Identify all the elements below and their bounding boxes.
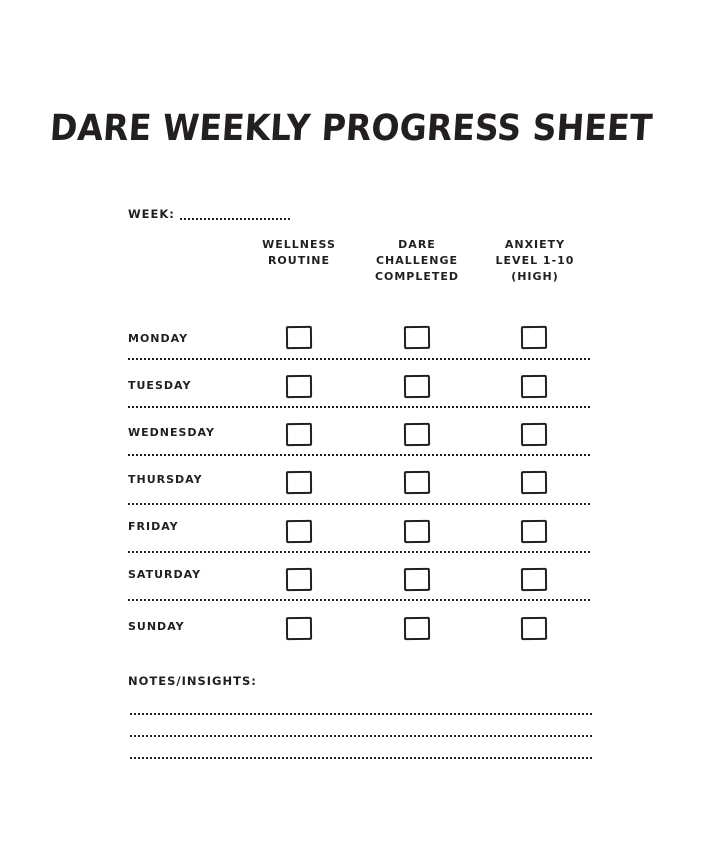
anxiety-checkbox[interactable] [521, 568, 547, 591]
day-label: WEDNESDAY [128, 426, 215, 439]
column-header-line: LEVEL 1-10 [495, 254, 575, 267]
row-divider [128, 503, 590, 505]
day-label: THURSDAY [128, 473, 203, 486]
row-divider [128, 599, 590, 601]
column-header-line: (HIGH) [511, 270, 559, 283]
notes-line[interactable] [130, 713, 592, 715]
wellness-checkbox[interactable] [286, 471, 312, 494]
week-field[interactable] [180, 218, 290, 220]
column-header-dare [362, 237, 472, 285]
column-header-line: CHALLENGE [375, 254, 459, 267]
column-header-line: ROUTINE [267, 254, 331, 267]
dare-checkbox[interactable] [404, 375, 430, 398]
dare-checkbox[interactable] [404, 568, 430, 591]
wellness-checkbox[interactable] [286, 423, 312, 446]
column-header-anxiety [480, 237, 590, 285]
column-header-line: WELLNESS [262, 238, 336, 251]
dare-checkbox[interactable] [404, 617, 430, 640]
day-label: SATURDAY [128, 568, 202, 581]
dare-checkbox[interactable] [404, 423, 430, 446]
column-header-wellness [244, 237, 354, 269]
anxiety-checkbox[interactable] [521, 375, 547, 398]
row-divider [128, 551, 590, 553]
notes-label: NOTES/INSIGHTS: [128, 674, 257, 688]
day-label: MONDAY [128, 332, 189, 345]
anxiety-checkbox[interactable] [521, 471, 547, 494]
wellness-checkbox[interactable] [286, 568, 312, 591]
day-label: TUESDAY [128, 379, 192, 392]
wellness-checkbox[interactable] [286, 375, 312, 398]
row-divider [128, 454, 590, 456]
anxiety-checkbox[interactable] [521, 520, 547, 543]
day-label: FRIDAY [128, 520, 179, 533]
week-label: WEEK: [128, 207, 175, 221]
notes-line[interactable] [130, 757, 592, 759]
wellness-checkbox[interactable] [286, 520, 312, 543]
column-header-line: DARE [398, 238, 436, 251]
notes-line[interactable] [130, 735, 592, 737]
anxiety-checkbox[interactable] [521, 617, 547, 640]
column-header-line: COMPLETED [374, 270, 460, 283]
row-divider [128, 406, 590, 408]
day-label: SUNDAY [128, 620, 185, 633]
wellness-checkbox[interactable] [286, 617, 312, 640]
dare-checkbox[interactable] [404, 520, 430, 543]
dare-checkbox[interactable] [404, 471, 430, 494]
row-divider [128, 358, 590, 360]
anxiety-checkbox[interactable] [521, 326, 547, 349]
column-header-line: ANXIETY [504, 238, 566, 251]
wellness-checkbox[interactable] [286, 326, 312, 349]
page-title: DARE WEEKLY PROGRESS SHEET [48, 108, 654, 149]
dare-checkbox[interactable] [404, 326, 430, 349]
anxiety-checkbox[interactable] [521, 423, 547, 446]
